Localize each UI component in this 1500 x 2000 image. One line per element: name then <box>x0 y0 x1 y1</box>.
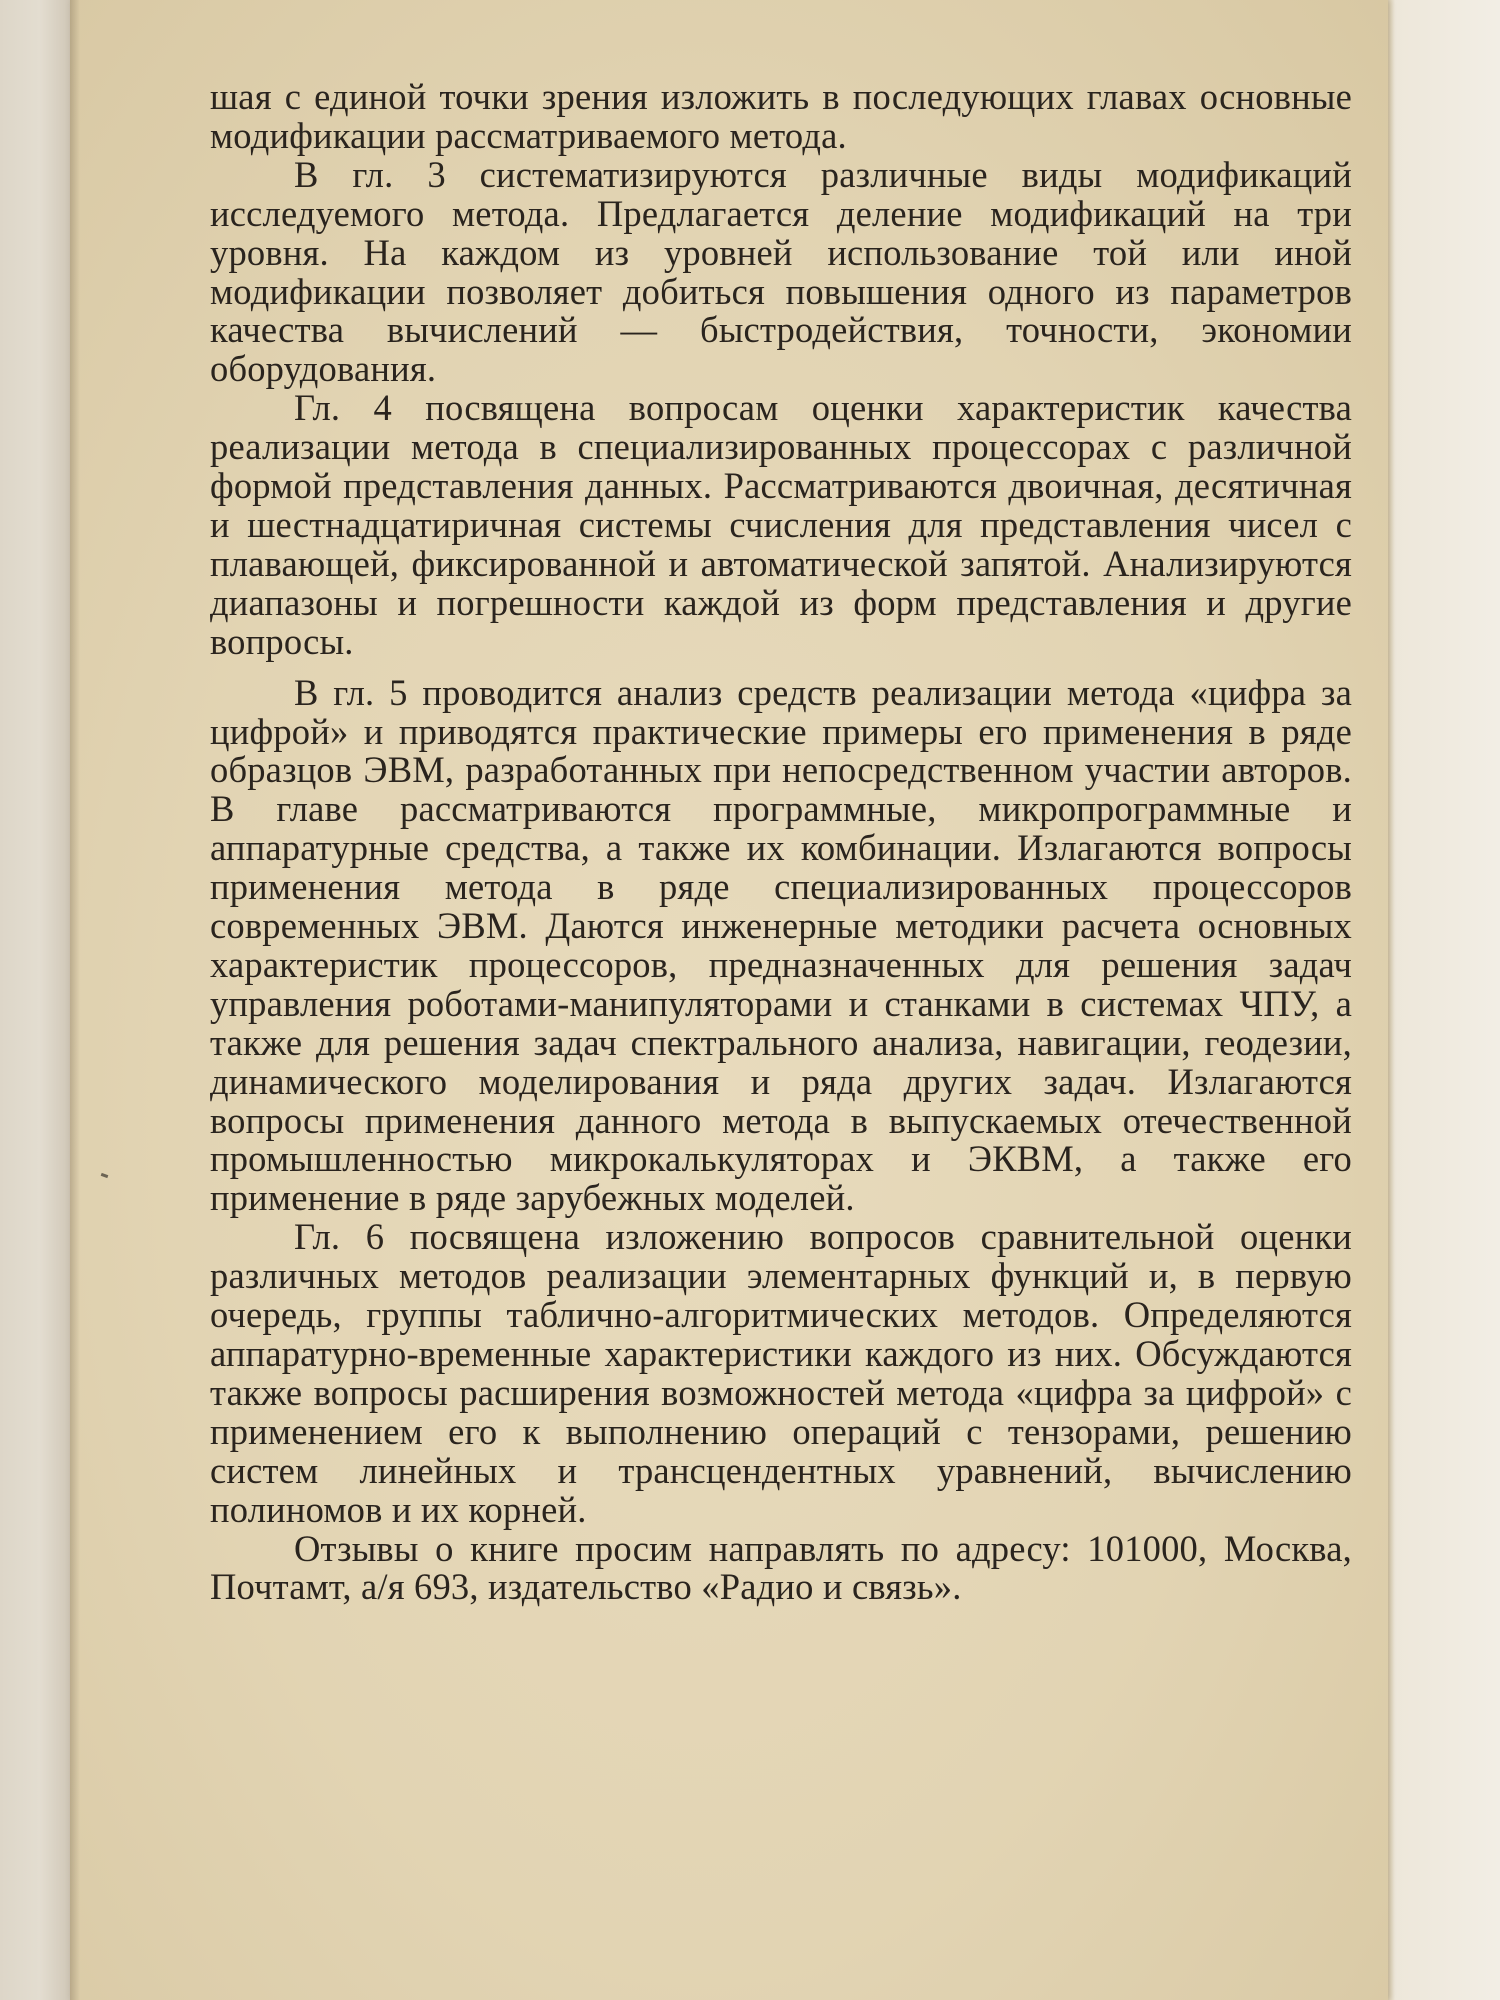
page-text <box>210 78 1352 1607</box>
paragraph-chapter-3: В гл. 3 систематизируются различные виды модификаций исследуемого метода. Предлагается деление модификаций на три уровня. На каждом из уровней использование той или иной модификации позволяет добиться повышения одного из параметров качества вычислений — быстродействия, точности, экономии оборудования. <box>210 153 1352 390</box>
paragraph-chapter-5: В гл. 5 проводится анализ средств реализации метода «цифра за цифрой» и приводятся практические примеры его применения в ряде образцов ЭВМ, разработанных при непосредственном участии авторов. В главе рассматриваются программные, микропрограммные и аппаратурные средства, а также их комбинации. Излагаются вопросы применения метода в ряде специализированных процессоров современных ЭВМ. Даются инженерные методики расчета основных характеристик процессоров, предназначенных для решения задач управления роботами-манипуляторами и станками в системах ЧПУ, а также для решения задач спектрального анализа, навигации, геодезии, динамического моделирования и ряда других задач. Излагаются вопросы применения данного метода в выпускаемых отечественной промышленностью микрокалькуляторах и ЭКВМ, а также его применение в ряде зарубежных моделей. <box>210 671 1352 1219</box>
paragraph-chapter-4: Гл. 4 посвящена вопросам оценки характеристик качества реализации метода в специализированных процессорах с различной формой представления данных. Рассматриваются двоичная, десятичная и шестнадцатиричная системы счисления для представления чисел с плавающей, фиксированной и автоматической запятой. Анализируются диапазоны и погрешности каждой из форм представления и другие вопросы. <box>210 387 1352 662</box>
page-left-shadow <box>70 0 80 2000</box>
paragraph-feedback-address: Отзывы о книге просим направлять по адресу: 101000, Москва, Почтамт, а/я 693, издательство «Радио и связь». <box>210 1527 1352 1608</box>
paragraph-intro-continuation: шая с единой точки зрения изложить в последующих главах основные модификации рассматриваемого метода. <box>210 76 1352 156</box>
paragraph-chapter-6: Гл. 6 посвящена изложению вопросов сравнительной оценки различных методов реализации элементарных функций и, в первую очередь, группы таблично-алгоритмических методов. Определяются аппаратурно-временные характеристики каждого из них. Обсуждаются также вопросы расширения возможностей метода «цифра за цифрой» с применением его к выполнению операций с тензорами, решению систем линейных и трансцендентных уравнений, вычислению полиномов и их корней. <box>210 1216 1352 1530</box>
